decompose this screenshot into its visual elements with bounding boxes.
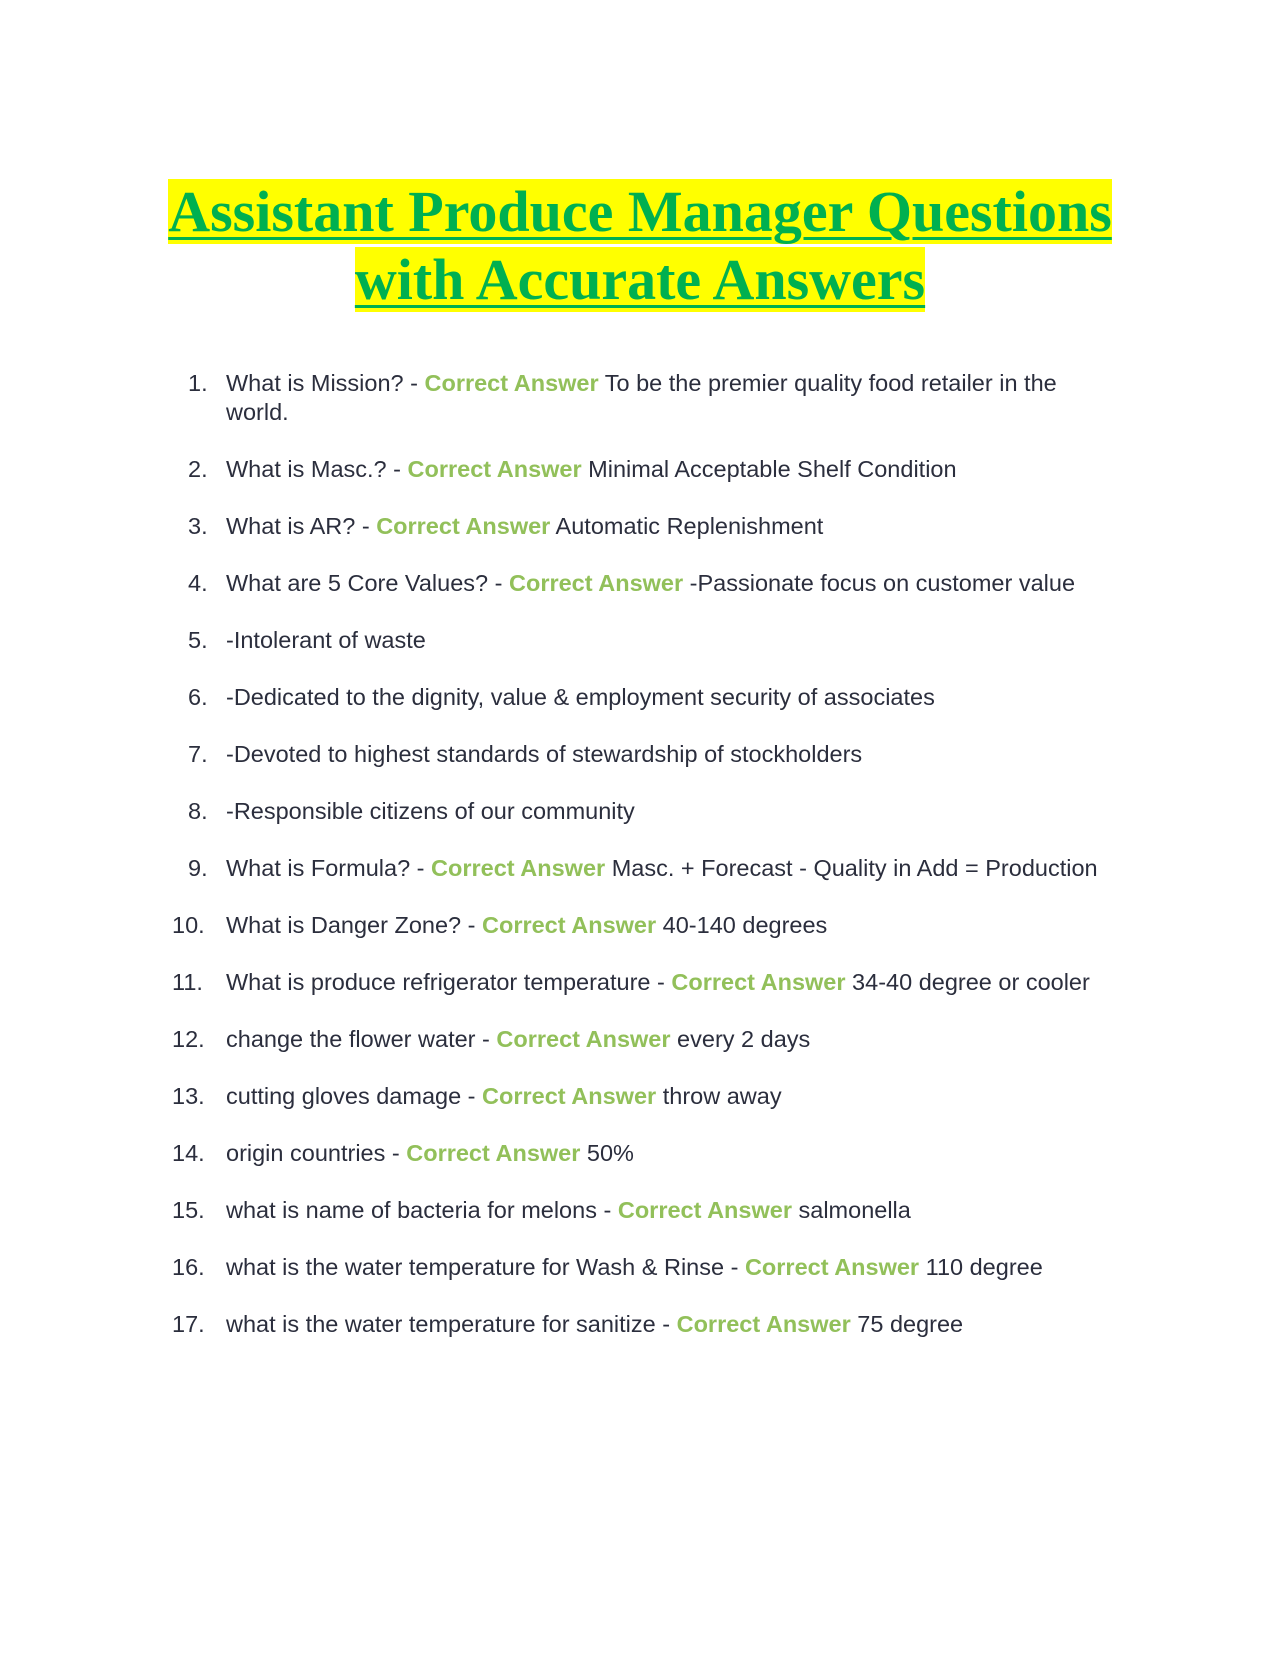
correct-answer-label: Correct Answer — [482, 1083, 657, 1109]
answer-text: every 2 days — [670, 1026, 811, 1052]
question-text: -Responsible citizens of our community — [226, 798, 635, 824]
correct-answer-label: Correct Answer — [482, 912, 657, 938]
question-text: change the flower water - — [226, 1026, 497, 1052]
list-item — [172, 1082, 1120, 1111]
question-text: origin countries - — [226, 1140, 407, 1166]
answer-text: 50% — [580, 1140, 634, 1166]
list-item — [172, 1025, 1120, 1054]
title-line-2: with Accurate Answers — [354, 247, 926, 312]
answer-text: 40-140 degrees — [656, 912, 828, 938]
list-item-number: 8. — [188, 798, 208, 824]
list-item-number: 16. — [172, 1254, 205, 1280]
list-item — [172, 911, 1120, 940]
correct-answer-label: Correct Answer — [407, 456, 582, 482]
list-item — [172, 1139, 1120, 1168]
correct-answer-label: Correct Answer — [676, 1311, 851, 1337]
question-text: what is the water temperature for Wash & Rinse - — [226, 1254, 745, 1280]
list-item-number: 12. — [172, 1026, 205, 1052]
list-item-number: 5. — [188, 627, 208, 653]
correct-answer-label: Correct Answer — [424, 370, 599, 396]
list-item — [180, 369, 1120, 427]
answer-text: Minimal Acceptable Shelf Condition — [581, 456, 957, 482]
question-text: -Intolerant of waste — [226, 627, 426, 653]
question-text: What is Mission? - — [226, 370, 425, 396]
question-text: what is the water temperature for sanitize - — [226, 1311, 677, 1337]
answer-text: salmonella — [791, 1197, 911, 1223]
answer-text: -Passionate focus on customer value — [683, 570, 1076, 596]
list-item-number: 2. — [188, 456, 208, 482]
correct-answer-label: Correct Answer — [617, 1197, 792, 1223]
correct-answer-label: Correct Answer — [744, 1254, 920, 1280]
question-text: What is AR? - — [226, 513, 377, 539]
document-title — [150, 178, 1130, 314]
list-item — [180, 626, 1120, 655]
answer-text: 75 degree — [850, 1311, 964, 1337]
list-item — [180, 740, 1120, 769]
list-item-number: 15. — [172, 1197, 205, 1223]
question-text: -Devoted to highest standards of stewardship of stockholders — [226, 741, 863, 767]
list-item-number: 3. — [188, 513, 208, 539]
answer-text: Masc. + Forecast - Quality in Add = Production — [605, 855, 1098, 881]
correct-answer-label: Correct Answer — [509, 570, 684, 596]
correct-answer-label: Correct Answer — [431, 855, 606, 881]
list-item — [172, 1253, 1120, 1282]
list-item — [172, 968, 1120, 997]
list-item-number: 10. — [172, 912, 205, 938]
list-item — [180, 797, 1120, 826]
correct-answer-label: Correct Answer — [376, 513, 551, 539]
answer-text: 110 degree — [919, 1254, 1043, 1280]
question-text: cutting gloves damage - — [226, 1083, 483, 1109]
list-item — [180, 455, 1120, 484]
question-text: -Dedicated to the dignity, value & employment security of associates — [226, 684, 935, 710]
correct-answer-label: Correct Answer — [671, 969, 846, 995]
list-item-number: 6. — [188, 684, 208, 710]
question-answer-list — [172, 369, 1120, 1367]
list-item-number: 1. — [188, 370, 208, 396]
answer-text: throw away — [656, 1083, 782, 1109]
question-text: What is Danger Zone? - — [226, 912, 482, 938]
list-item — [172, 1310, 1120, 1339]
question-text: What is Formula? - — [226, 855, 432, 881]
question-text: what is name of bacteria for melons - — [226, 1197, 618, 1223]
list-item-number: 17. — [172, 1311, 205, 1337]
correct-answer-label: Correct Answer — [406, 1140, 581, 1166]
list-item-number: 14. — [172, 1140, 205, 1166]
list-item — [180, 569, 1120, 598]
list-item — [180, 512, 1120, 541]
list-item-number: 9. — [188, 855, 208, 881]
answer-text: To be the premier quality food retailer in the world. — [226, 370, 1057, 425]
list-item — [180, 854, 1120, 883]
answer-text: 34-40 degree or cooler — [845, 969, 1090, 995]
list-item — [172, 1196, 1120, 1225]
list-item-number: 13. — [172, 1083, 205, 1109]
list-item-number: 7. — [188, 741, 208, 767]
question-text: What is Masc.? - — [226, 456, 408, 482]
question-text: What is produce refrigerator temperature - — [226, 969, 672, 995]
list-item-number: 4. — [188, 570, 208, 596]
list-item — [180, 683, 1120, 712]
correct-answer-label: Correct Answer — [496, 1026, 671, 1052]
title-line-1: Assistant Produce Manager Questions — [168, 179, 1112, 244]
list-item-number: 11. — [172, 969, 203, 995]
question-text: What are 5 Core Values? - — [226, 570, 509, 596]
answer-text: Automatic Replenishment — [550, 513, 824, 539]
